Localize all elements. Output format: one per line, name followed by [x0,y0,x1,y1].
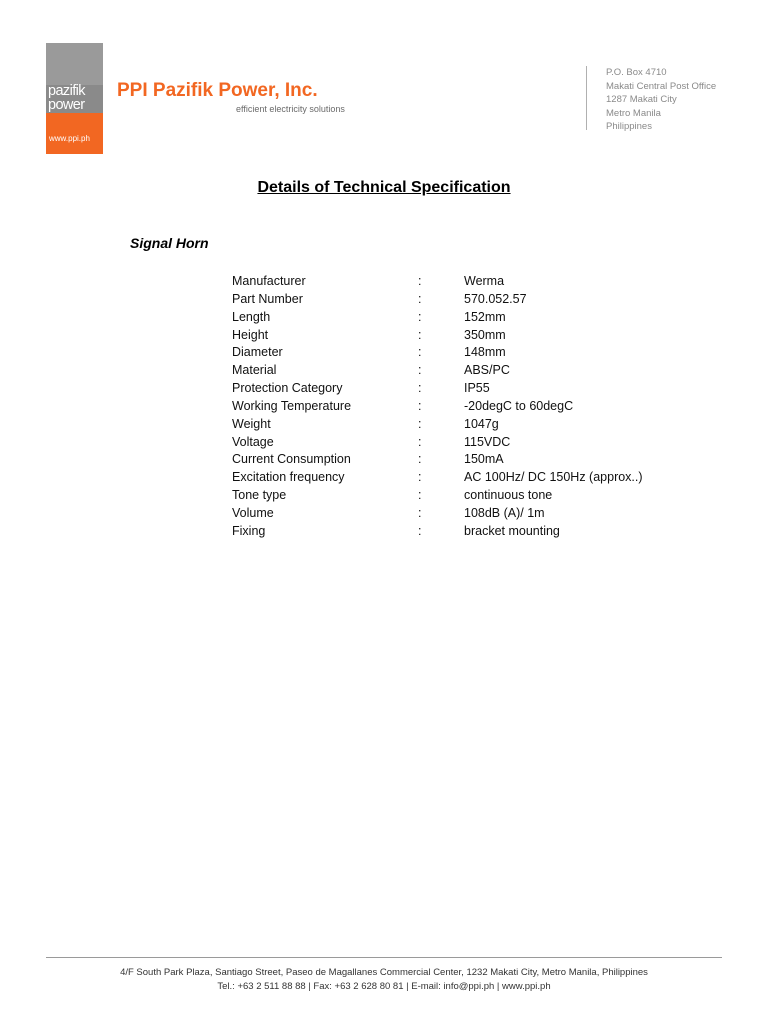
spec-value: -20degC to 60degC [464,398,574,413]
spec-separator: : [418,434,422,449]
spec-label: Excitation frequency [232,470,345,485]
spec-separator: : [418,505,422,520]
spec-label: Diameter [232,345,283,360]
address-line: Makati Central Post Office [606,80,717,92]
spec-label: Volume [232,505,274,520]
spec-label: Protection Category [232,381,343,396]
spec-value: AC 100Hz/ DC 150Hz (approx..) [464,470,643,485]
footer-divider [46,957,722,958]
spec-separator: : [418,309,422,324]
spec-value: 152mm [464,309,506,324]
spec-label: Manufacturer [232,274,306,288]
spec-value: IP55 [464,381,490,396]
spec-separator: : [418,291,422,306]
address-line: Metro Manila [606,107,661,119]
spec-value: 108dB (A)/ 1m [464,505,545,520]
spec-separator: : [418,470,422,485]
spec-label: Voltage [232,434,274,449]
company-tagline: efficient electricity solutions [236,104,345,114]
spec-value: 148mm [464,345,506,360]
logo-url: www.ppi.ph [49,134,90,143]
footer-address: 4/F South Park Plaza, Santiago Street, Paseo de Magallanes Commercial Center, 1232 Makati City, Metro Manila, Philippines [120,967,648,978]
spec-label: Current Consumption [232,452,351,467]
spec-separator: : [418,523,422,538]
address-line: P.O. Box 4710 [606,67,667,78]
company-logo [46,43,103,154]
spec-value: 150mA [464,452,504,467]
logo-word-pazifik: pazifik [48,83,85,99]
spec-label: Tone type [232,488,287,503]
address-line: Philippines [606,121,652,132]
spec-separator: : [418,345,422,360]
spec-label: Weight [232,416,271,431]
section-title: Signal Horn [130,235,209,251]
spec-separator: : [418,416,422,431]
spec-separator: : [418,363,422,378]
spec-value: 350mm [464,327,506,342]
spec-value: ABS/PC [464,363,510,378]
company-name: PPI Pazifik Power, Inc. [117,80,318,101]
logo-top-panel [46,43,103,85]
address-line: 1287 Makati City [606,94,677,105]
spec-value: 115VDC [464,434,511,449]
spec-label: Fixing [232,523,266,538]
spec-separator: : [418,398,422,413]
spec-value: Werma [464,274,505,288]
footer-contact: Tel.: +63 2 511 88 88 | Fax: +63 2 628 80 81 | E-mail: info@ppi.ph | www.ppi.ph [217,981,551,992]
spec-label: Working Temperature [232,398,352,413]
spec-value: bracket mounting [464,523,560,538]
spec-value: 570.052.57 [464,291,527,306]
spec-label: Height [232,327,269,342]
address-divider [586,66,587,130]
spec-value: 1047g [464,416,499,431]
spec-separator: : [418,381,422,396]
spec-separator: : [418,274,422,288]
logo-word-power: power [48,97,85,113]
spec-label: Length [232,309,271,324]
spec-label: Material [232,363,277,378]
spec-separator: : [418,452,422,467]
postal-address [606,66,716,134]
spec-separator: : [418,327,422,342]
spec-label: Part Number [232,291,303,306]
document-title: Details of Technical Specification [257,179,511,196]
spec-separator: : [418,488,422,503]
spec-value: continuous tone [464,488,553,503]
